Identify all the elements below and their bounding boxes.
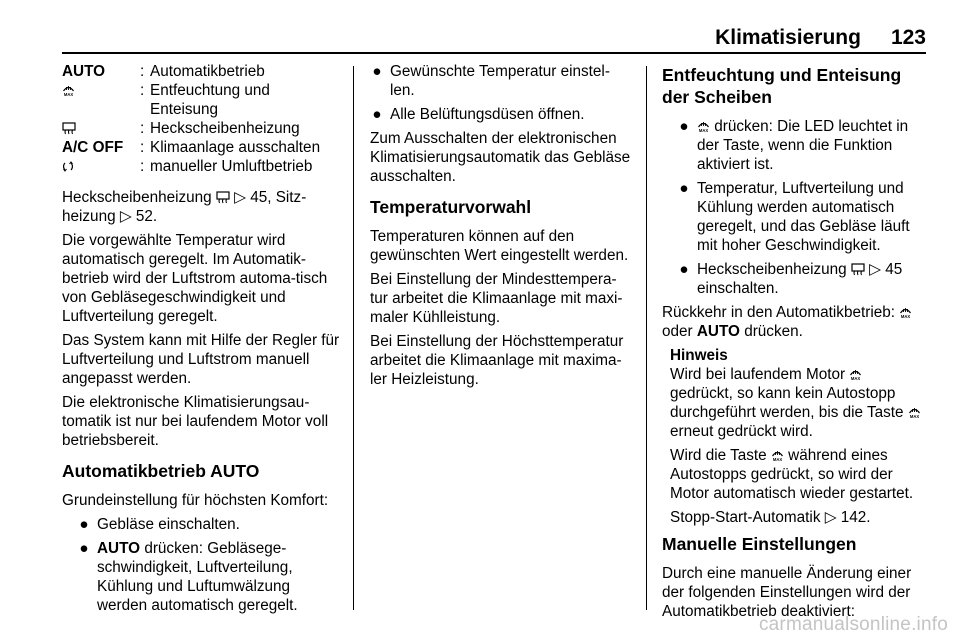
defog-max-icon	[908, 405, 921, 419]
list-item: ● Heckscheibenheizung ▷ 45 einschalten.	[677, 260, 928, 298]
paragraph: Zum Ausschalten der elektronischen Klimatisierungsautomatik das Gebläse ausschalten.	[370, 130, 631, 185]
paragraph: Stopp-Start-Automatik ▷ 142.	[670, 509, 871, 526]
legend-value: manueller Umluftbetrieb	[150, 158, 313, 175]
paragraph: Grundeinstellung für höchsten Komfort:	[62, 492, 329, 509]
legend-row-rear-heating: : Heckscheibenheizung	[62, 119, 340, 138]
defog-max-icon	[697, 119, 710, 133]
defog-max-icon	[899, 305, 912, 319]
page-ref-arrow: ▷	[824, 509, 837, 526]
paragraph: Temperaturen können auf den gewünschten Wert eingestellt werden.	[370, 228, 629, 264]
legend-row-ac-off: A/C OFF : Klimaanlage ausschalten	[62, 138, 340, 157]
column-2	[370, 62, 632, 394]
paragraph: Bei Einstellung der Mindesttempera-tur arbeitet die Klimaanlage mit maxi-maler Kühlleistung.	[370, 271, 623, 326]
defog-max-icon	[62, 83, 75, 97]
note-title: Hinweis	[670, 347, 728, 364]
page-ref-arrow: ▷	[234, 189, 246, 206]
paragraph: Rückkehr in den Automatikbetrieb: oder AUTO drücken.	[662, 303, 928, 341]
paragraph: Das System kann mit Hilfe der Regler für Luftverteilung und Luftstrom manuell angepasst werden.	[62, 332, 340, 387]
rear-window-heating-icon	[851, 263, 865, 276]
page-header	[62, 26, 926, 52]
list-item: ● AUTO drücken: Gebläsege-schwindigkeit, Luftverteilung, Kühlung und Luftumwälzung werden automatisch geregelt.	[77, 539, 340, 615]
legend-value: Klimaanlage ausschalten	[150, 139, 321, 156]
defog-max-icon	[849, 367, 862, 381]
legend-row-auto: AUTO : Automatikbetrieb	[62, 62, 340, 81]
legend-value: Heckscheibenheizung	[150, 120, 300, 137]
bullet-icon: ●	[679, 180, 689, 197]
legend-row-recirculation: : manueller Umluftbetrieb	[62, 157, 340, 176]
watermark: carmanualsonline.info	[758, 614, 948, 635]
list-item: ● Gewünschte Temperatur einstel-len.	[370, 62, 632, 100]
bullet-icon: ●	[679, 118, 689, 135]
rear-window-heating-icon	[62, 122, 76, 135]
page-ref-arrow: ▷	[119, 208, 132, 225]
legend-value: Automatikbetrieb	[150, 63, 265, 80]
column-3	[662, 62, 928, 626]
list-item: ● drücken: Die LED leuchtet in der Taste, wenn die Funktion aktiviert ist.	[677, 117, 928, 174]
paragraph: Wird die Taste während eines Autostopps gedrückt, so wird der Motor automatisch wieder gestartet.	[670, 447, 914, 502]
button-legend	[62, 62, 340, 176]
page-ref-arrow: ▷	[869, 261, 881, 278]
note-box	[670, 346, 928, 527]
defog-max-icon	[771, 448, 784, 462]
legend-key-ac-off: A/C OFF	[62, 139, 124, 156]
page-number: 123	[890, 26, 926, 49]
section-heading: Automatikbetrieb AUTO	[62, 461, 260, 481]
column-1	[62, 62, 340, 620]
column-divider	[646, 66, 647, 610]
paragraph: Die vorgewählte Temperatur wird automatisch geregelt. Im Automatik-betrieb wird der Luftstrom automa-tisch von Gebläsegeschwindigkeit und Luftverteilung geregelt.	[62, 232, 328, 325]
column-divider	[353, 66, 354, 610]
header-rule	[62, 52, 926, 54]
bullet-icon: ●	[679, 261, 689, 278]
list-item: ● Gebläse einschalten.	[77, 515, 340, 534]
legend-key-auto: AUTO	[62, 63, 106, 80]
paragraph: Heckscheibenheizung ▷ 45, Sitz-heizung ▷ 52.	[62, 189, 307, 225]
page-title: Klimatisierung	[715, 26, 861, 49]
list-item: ● Temperatur, Luftverteilung und Kühlung werden automatisch geregelt, und das Gebläse läuft mit hoher Geschwindigkeit.	[677, 179, 928, 255]
recirculation-icon	[62, 160, 74, 173]
bullet-icon: ●	[79, 540, 89, 557]
bullet-icon: ●	[372, 63, 382, 80]
bullet-icon: ●	[372, 106, 382, 123]
legend-row-defog: : Entfeuchtung und Enteisung	[62, 81, 340, 119]
paragraph: Bei Einstellung der Höchsttemperatur arbeitet die Klimaanlage mit maxima-ler Heizleistung.	[370, 333, 624, 388]
bullet-icon: ●	[79, 516, 89, 533]
list-item: ● Alle Belüftungsdüsen öffnen.	[370, 105, 632, 124]
paragraph: Wird bei laufendem Motor gedrückt, so kann kein Autostopp durchgeführt werden, bis die Taste erneut gedrückt wird.	[670, 365, 928, 441]
rear-window-heating-icon	[216, 191, 230, 204]
section-heading: Temperaturvorwahl	[370, 197, 532, 217]
paragraph: Durch eine manuelle Änderung einer der folgenden Einstellungen wird der Automatikbetrieb deaktiviert:	[662, 565, 912, 620]
section-heading: Manuelle Einstellungen	[662, 534, 857, 554]
section-heading: Entfeuchtung und Enteisung der Scheiben	[662, 65, 902, 107]
paragraph: Die elektronische Klimatisierungsau-tomatik ist nur bei laufendem Motor voll betriebsbereit.	[62, 394, 329, 449]
legend-value: Entfeuchtung und Enteisung	[150, 82, 270, 118]
